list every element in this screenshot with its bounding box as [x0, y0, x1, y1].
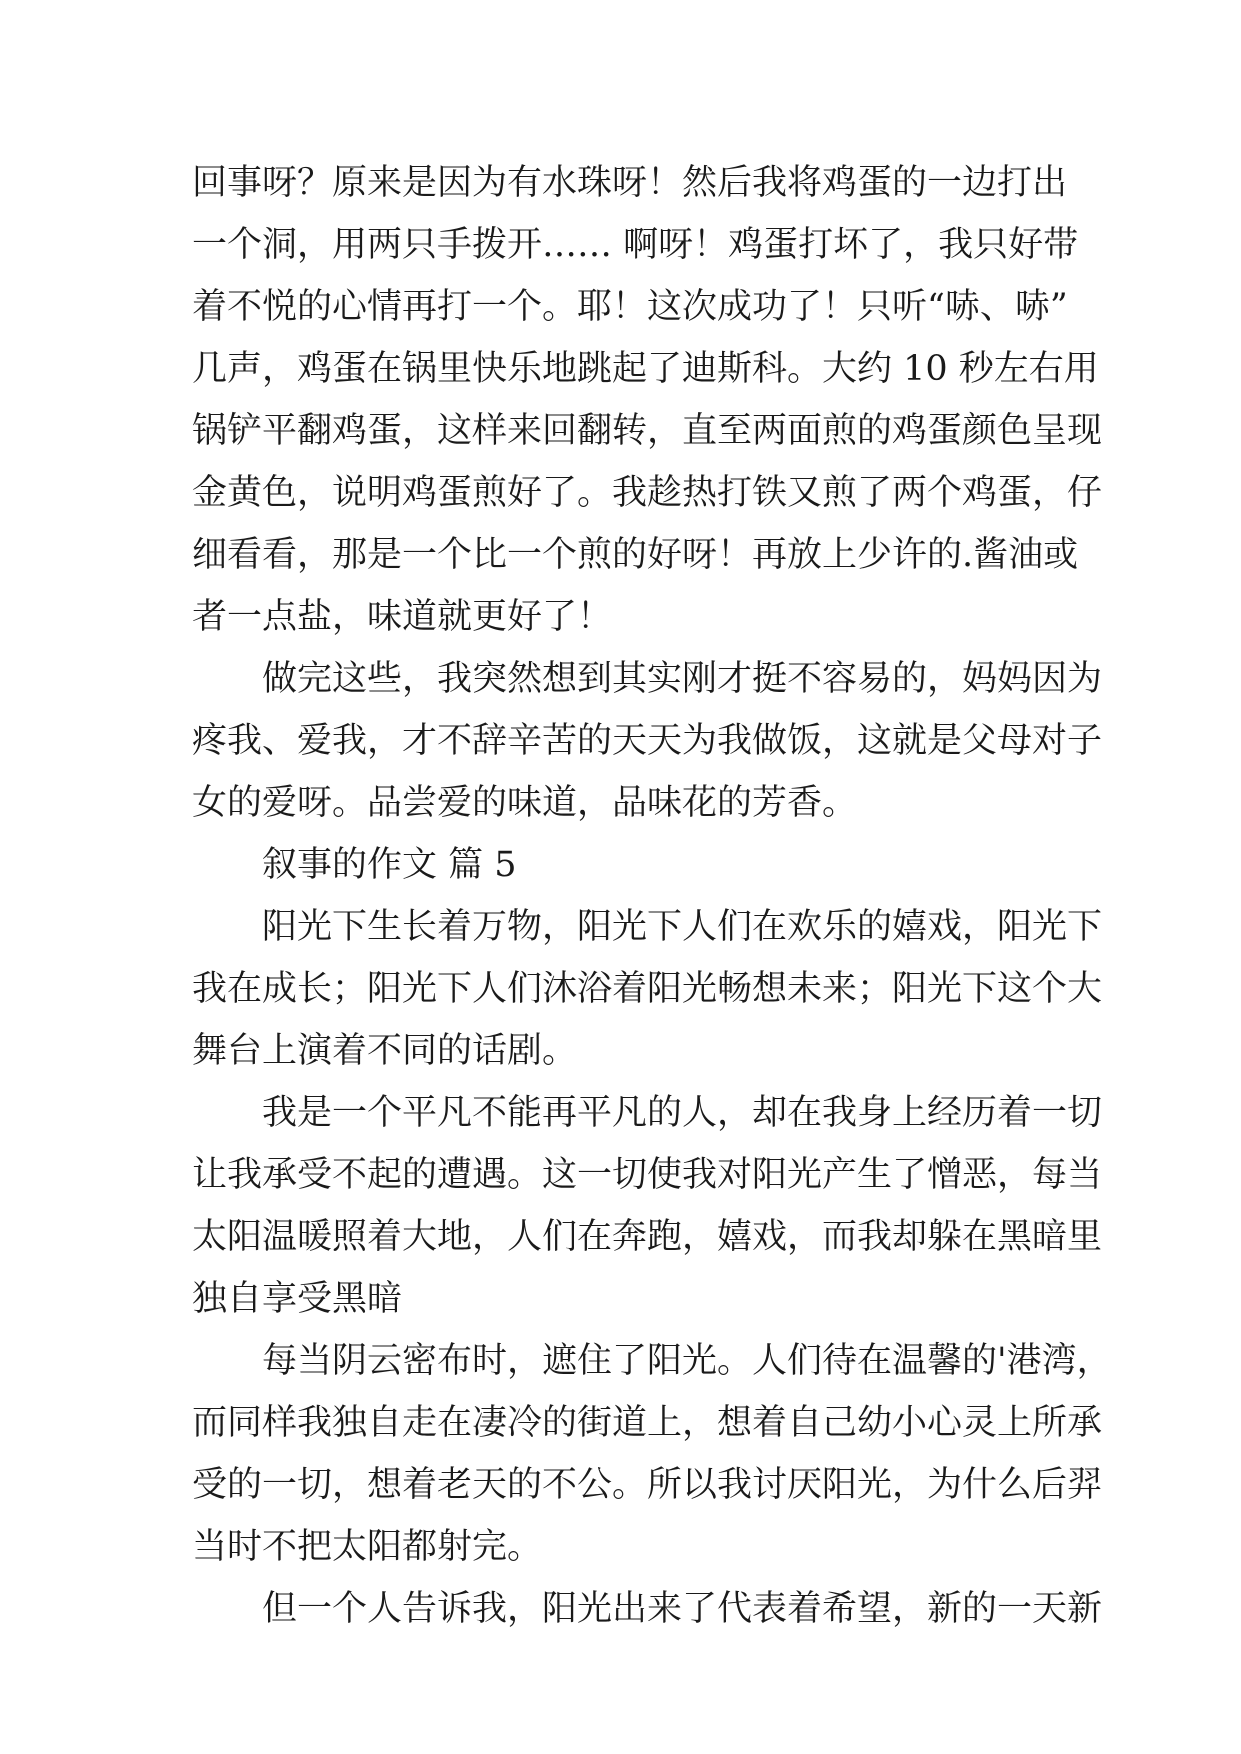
text-line: 让我承受不起的遭遇。这一切使我对阳光产生了憎恶，每当 — [192, 1155, 1103, 1195]
text-line: 疼我、爱我，才不辞辛苦的天天为我做饭，这就是父母对子 — [192, 721, 1103, 761]
text-line: 太阳温暖照着大地，人们在奔跑，嬉戏，而我却躲在黑暗里 — [192, 1217, 1103, 1257]
text-line: 金黄色，说明鸡蛋煎好了。我趁热打铁又煎了两个鸡蛋，仔 — [192, 473, 1103, 513]
text-line: 而同样我独自走在凄冷的街道上，想着自己幼小心灵上所承 — [192, 1403, 1103, 1443]
text-line: 叙事的作文 篇 5 — [262, 845, 517, 885]
text-line: 我是一个平凡不能再平凡的人，却在我身上经历着一切 — [262, 1093, 1103, 1133]
text-line: 受的一切，想着老天的不公。所以我讨厌阳光，为什么后羿 — [192, 1465, 1103, 1505]
text-line: 我在成长；阳光下人们沐浴着阳光畅想未来；阳光下这个大 — [192, 969, 1103, 1009]
text-line: 锅铲平翻鸡蛋，这样来回翻转，直至两面煎的鸡蛋颜色呈现 — [192, 411, 1103, 451]
text-line: 舞台上演着不同的话剧。 — [192, 1031, 578, 1071]
document-body — [192, 152, 1112, 1640]
text-line: 细看看，那是一个比一个煎的好呀！再放上少许的.酱油或 — [192, 535, 1079, 575]
text-line: 每当阴云密布时，遮住了阳光。人们待在温馨的'港湾， — [262, 1341, 1112, 1381]
text-line: 回事呀？原来是因为有水珠呀！然后我将鸡蛋的一边打出 — [192, 163, 1068, 203]
text-line: 独自享受黑暗 — [192, 1279, 403, 1319]
text-line: 着不悦的心情再打一个。耶！这次成功了！只听“哧、哧” — [192, 287, 1068, 327]
text-line: 女的爱呀。品尝爱的味道，品味花的芳香。 — [192, 783, 858, 823]
text-line: 一个洞，用两只手拨开…… 啊呀！鸡蛋打坏了，我只好带 — [192, 225, 1079, 265]
text-line: 当时不把太阳都射完。 — [192, 1527, 543, 1567]
text-line: 阳光下生长着万物，阳光下人们在欢乐的嬉戏，阳光下 — [262, 907, 1103, 947]
text-line: 但一个人告诉我，阳光出来了代表着希望，新的一天新 — [262, 1589, 1103, 1629]
text-line: 几声，鸡蛋在锅里快乐地跳起了迪斯科。大约 10 秒左右用 — [192, 349, 1099, 389]
text-line: 做完这些，我突然想到其实刚才挺不容易的，妈妈因为 — [262, 659, 1103, 699]
text-line: 者一点盐，味道就更好了！ — [192, 597, 613, 637]
